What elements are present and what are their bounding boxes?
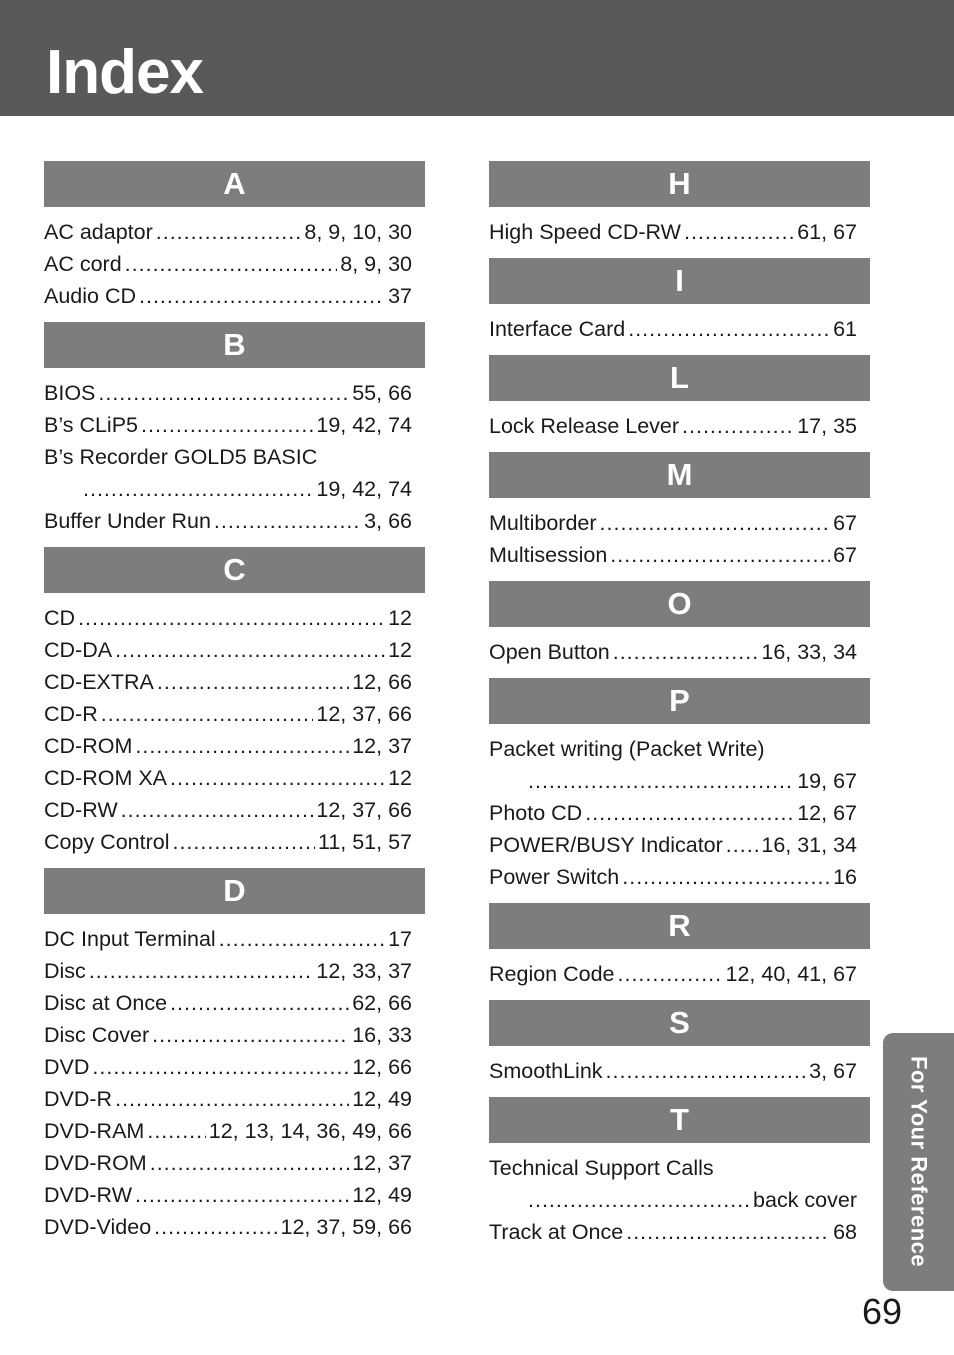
dot-leader [121,794,314,826]
entry-pages: 12 [388,766,412,790]
dot-leader [606,1055,807,1087]
entry-term: Multisession [489,543,608,567]
index-entry [44,730,425,762]
index-entry [44,698,425,730]
entry-list [44,914,425,1253]
entry-term: CD-R [44,702,98,726]
index-entry [44,248,425,280]
index-entry [44,923,425,955]
entry-pages: 3, 67 [809,1059,857,1083]
section-header-r: R [489,903,870,949]
entry-pages: 12, 66 [352,1055,412,1079]
dot-leader [682,410,794,442]
entry-list [489,627,870,678]
title-bar [0,0,954,116]
entry-list [44,207,425,322]
entry-pages: back cover [753,1188,857,1212]
dot-leader [92,1051,349,1083]
entry-pages: 8, 9, 30 [340,252,412,276]
entry-list [489,724,870,903]
entry-pages: 17 [388,927,412,951]
entry-pages: 12, 66 [352,670,412,694]
entry-pages: 61 [833,317,857,341]
index-entry [489,410,870,442]
side-tab-label: For Your Reference [906,1056,932,1268]
section-header-p: P [489,678,870,724]
index-entry [489,1152,870,1184]
dot-leader [528,1184,750,1216]
entry-pages: 12, 33, 37 [316,959,412,983]
entry-pages: 37 [388,284,412,308]
entry-pages: 12, 37, 59, 66 [280,1215,412,1239]
section-header-c: C [44,547,425,593]
dot-leader [135,730,349,762]
entry-term: Disc [44,959,86,983]
dot-leader [622,861,830,893]
index-entry [44,602,425,634]
index-entry [44,377,425,409]
entry-pages: 8, 9, 10, 30 [304,220,412,244]
index-entry [489,797,870,829]
index-entry [44,762,425,794]
page-title: Index [46,38,203,107]
index-entry [489,733,870,765]
entry-list [44,593,425,868]
index-entry [489,313,870,345]
index-entry [44,1019,425,1051]
entry-pages: 19, 42, 74 [316,413,412,437]
entry-pages: 12, 67 [797,801,857,825]
entry-term: Disc Cover [44,1023,150,1047]
entry-term: Track at Once [489,1220,624,1244]
entry-list [489,207,870,258]
section-header-h: H [489,161,870,207]
entry-pages: 16, 33, 34 [761,640,857,664]
index-column-left [44,161,425,1253]
entry-term: Region Code [489,962,615,986]
dot-leader [147,1115,205,1147]
entry-pages: 12, 13, 14, 36, 49, 66 [208,1119,412,1143]
entry-term: Disc at Once [44,991,168,1015]
index-entry [44,1051,425,1083]
index-entry [44,441,425,473]
entry-pages: 55, 66 [352,381,412,405]
index-entry [489,636,870,668]
index-entry [44,1211,425,1243]
dot-leader [585,797,794,829]
entry-term: Audio CD [44,284,137,308]
entry-term: Technical Support Calls [489,1156,714,1180]
entry-term: POWER/BUSY Indicator [489,833,723,857]
page-number: 69 [862,1291,903,1332]
entry-list [489,1046,870,1097]
entry-pages: 62, 66 [352,991,412,1015]
entry-pages: 11, 51, 57 [317,830,412,854]
entry-pages: 12, 40, 41, 67 [725,962,857,986]
section-header-t: T [489,1097,870,1143]
index-entry [489,1184,870,1216]
index-entry [44,634,425,666]
entry-term: CD-ROM [44,734,133,758]
entry-term: DVD-ROM [44,1151,147,1175]
index-entry [44,794,425,826]
dot-leader [125,248,338,280]
entry-list [489,1143,870,1258]
dot-leader [219,923,385,955]
entry-term: DVD-RW [44,1183,132,1207]
entry-term: CD-DA [44,638,113,662]
entry-term: B’s CLiP5 [44,413,139,437]
entry-term: B’s Recorder GOLD5 BASIC [44,445,318,469]
index-entry [44,473,425,505]
index-entry [44,1083,425,1115]
index-entry [44,1115,425,1147]
entry-term: Photo CD [489,801,583,825]
index-entry [44,987,425,1019]
entry-list [489,498,870,581]
entry-term: DVD-RAM [44,1119,145,1143]
index-entry [44,1179,425,1211]
dot-leader [135,1179,349,1211]
entry-pages: 16 [833,865,857,889]
entry-pages: 12, 37 [352,734,412,758]
dot-leader [78,602,385,634]
index-entry [489,539,870,571]
dot-leader [610,539,830,571]
index-entry [489,1055,870,1087]
entry-term: Power Switch [489,865,620,889]
entry-term: High Speed CD-RW [489,220,681,244]
dot-leader [98,377,349,409]
entry-pages: 12, 37 [352,1151,412,1175]
entry-term: Copy Control [44,830,170,854]
dot-leader [156,216,302,248]
entry-term: Lock Release Lever [489,414,680,438]
entry-pages: 12 [388,606,412,630]
entry-pages: 12, 49 [352,1087,412,1111]
dot-leader [115,634,385,666]
entry-term: Packet writing (Packet Write) [489,737,765,761]
entry-term: BIOS [44,381,96,405]
entry-term: AC adaptor [44,220,153,244]
index-entry [44,1147,425,1179]
index-entry [489,507,870,539]
entry-term: CD-ROM XA [44,766,168,790]
section-header-b: B [44,322,425,368]
entry-term: Buffer Under Run [44,509,211,533]
entry-pages: 67 [833,511,857,535]
entry-term: CD-RW [44,798,118,822]
entry-term: DVD [44,1055,90,1079]
dot-leader [618,958,723,990]
dot-leader [170,987,349,1019]
dot-leader [89,955,314,987]
index-entry [489,861,870,893]
dot-leader [154,1211,277,1243]
dot-leader [528,765,794,797]
section-side-tab [883,1033,954,1291]
index-entry [44,955,425,987]
dot-leader [83,473,313,505]
entry-term: Interface Card [489,317,626,341]
section-header-l: L [489,355,870,401]
entry-pages: 68 [833,1220,857,1244]
dot-leader [684,216,794,248]
entry-term: DVD-Video [44,1215,152,1239]
dot-leader [626,1216,830,1248]
entry-list [44,368,425,547]
section-header-m: M [489,452,870,498]
entry-pages: 61, 67 [797,220,857,244]
index-entry [489,829,870,861]
index-entry [489,765,870,797]
index-entry [44,505,425,537]
entry-term: Multiborder [489,511,597,535]
dot-leader [600,507,831,539]
section-header-i: I [489,258,870,304]
dot-leader [115,1083,349,1115]
entry-pages: 19, 67 [797,769,857,793]
entry-term: Open Button [489,640,610,664]
dot-leader [139,280,385,312]
entry-list [489,949,870,1000]
dot-leader [157,666,349,698]
index-entry [489,958,870,990]
index-entry [44,666,425,698]
section-header-a: A [44,161,425,207]
dot-leader [101,698,314,730]
dot-leader [152,1019,349,1051]
dot-leader [141,409,313,441]
index-entry [489,216,870,248]
index-entry [44,280,425,312]
dot-leader [628,313,830,345]
index-entry [44,216,425,248]
entry-term: DC Input Terminal [44,927,216,951]
section-header-s: S [489,1000,870,1046]
entry-pages: 16, 31, 34 [761,833,857,857]
entry-pages: 19, 42, 74 [316,477,412,501]
entry-term: SmoothLink [489,1059,603,1083]
entry-pages: 17, 35 [797,414,857,438]
section-header-o: O [489,581,870,627]
entry-list [489,401,870,452]
entry-term: CD [44,606,76,630]
entry-pages: 12, 37, 66 [316,702,412,726]
entry-term: DVD-R [44,1087,113,1111]
entry-pages: 16, 33 [352,1023,412,1047]
index-entry [489,1216,870,1248]
section-header-d: D [44,868,425,914]
entry-pages: 12, 37, 66 [316,798,412,822]
index-column-right [489,161,870,1258]
dot-leader [613,636,759,668]
dot-leader [214,505,361,537]
entry-term: CD-EXTRA [44,670,154,694]
dot-leader [172,826,314,858]
entry-list [489,304,870,355]
index-entry [44,826,425,858]
dot-leader [726,829,759,861]
index-entry [44,409,425,441]
entry-term: AC cord [44,252,122,276]
entry-pages: 3, 66 [364,509,412,533]
dot-leader [150,1147,350,1179]
entry-pages: 12 [388,638,412,662]
entry-pages: 12, 49 [352,1183,412,1207]
dot-leader [170,762,385,794]
entry-pages: 67 [833,543,857,567]
